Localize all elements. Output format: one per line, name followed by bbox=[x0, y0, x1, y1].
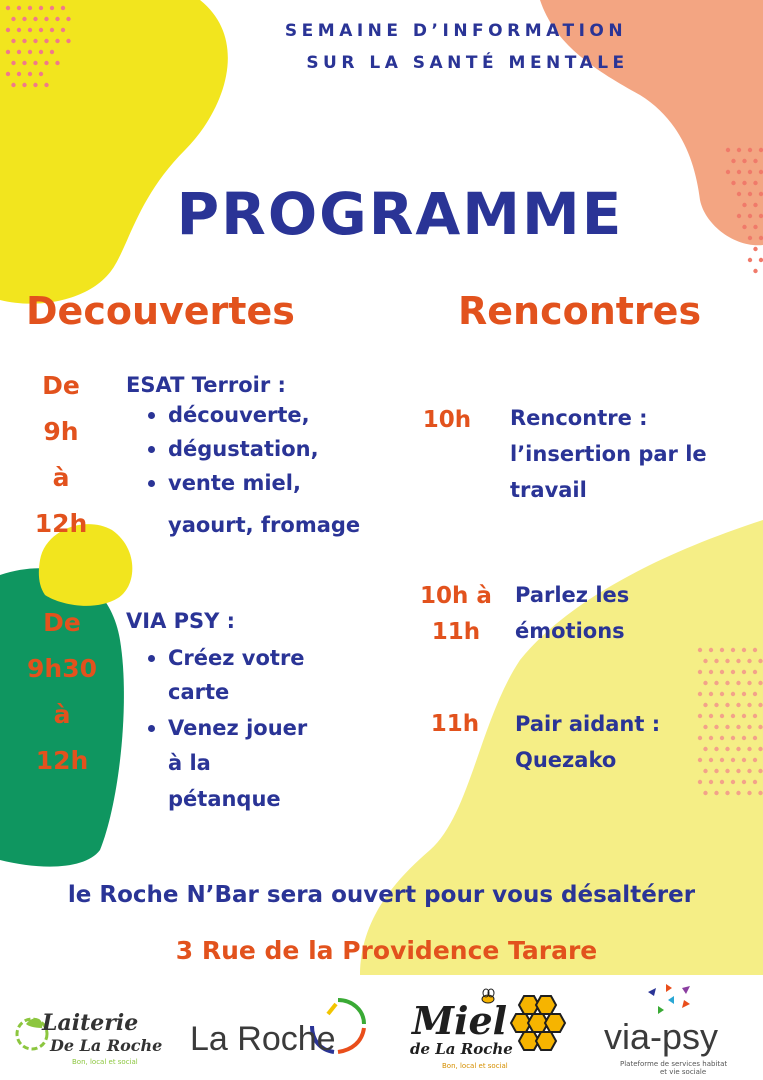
decorative-dot bbox=[703, 725, 707, 729]
via-psy-name: via-psy bbox=[604, 1016, 719, 1057]
decorative-dot bbox=[758, 681, 762, 685]
decorative-dot bbox=[731, 159, 735, 163]
decorative-dot bbox=[759, 148, 763, 152]
decorative-dot bbox=[747, 791, 751, 795]
decorative-dot bbox=[725, 681, 729, 685]
decorative-dot bbox=[742, 159, 746, 163]
decorative-dot bbox=[33, 83, 37, 87]
header-line-2: SUR LA SANTÉ MENTALE bbox=[306, 53, 629, 73]
decorative-dot bbox=[731, 780, 735, 784]
decorative-dot bbox=[703, 791, 707, 795]
decorative-dot bbox=[742, 714, 746, 718]
decorative-dot bbox=[709, 736, 713, 740]
time-line: De bbox=[42, 371, 80, 400]
via-psy-tagline-2: et vie sociale bbox=[660, 1068, 707, 1076]
decorative-dot bbox=[720, 648, 724, 652]
decorative-dot bbox=[726, 170, 730, 174]
decorative-dot bbox=[720, 692, 724, 696]
decorative-dot bbox=[714, 791, 718, 795]
decorative-dot bbox=[736, 703, 740, 707]
decorative-dot bbox=[698, 736, 702, 740]
decorative-dot bbox=[748, 258, 752, 262]
decorative-dot bbox=[720, 670, 724, 674]
decorative-dot bbox=[11, 83, 15, 87]
laiterie-logo bbox=[12, 1008, 163, 1072]
decorative-dot bbox=[720, 758, 724, 762]
list-item-continuation: pétanque bbox=[168, 787, 281, 811]
decorative-dot bbox=[725, 747, 729, 751]
laiterie-tagline: Bon, local et social bbox=[72, 1058, 138, 1066]
decorative-dot bbox=[709, 648, 713, 652]
decorative-dot bbox=[731, 648, 735, 652]
decorative-dot bbox=[758, 769, 762, 773]
miel-logo bbox=[408, 990, 568, 1076]
event-text-pair-aidant bbox=[515, 706, 660, 778]
la-roche-logo bbox=[190, 994, 380, 1064]
decorative-dot bbox=[714, 725, 718, 729]
event-time-viapsy bbox=[24, 600, 100, 784]
miel-subname: de La Roche bbox=[410, 1040, 513, 1058]
page-title: PROGRAMME bbox=[176, 180, 624, 248]
decorative-dot bbox=[709, 758, 713, 762]
via-psy-logo bbox=[598, 982, 758, 1076]
text-line: Pair aidant : bbox=[515, 712, 661, 736]
decorative-dot bbox=[698, 692, 702, 696]
decorative-dot bbox=[50, 6, 54, 10]
laiterie-name: Laiterie bbox=[42, 1010, 139, 1036]
time-line: 12h bbox=[35, 746, 89, 775]
decorative-dot bbox=[731, 692, 735, 696]
event-time-pair-aidant bbox=[420, 706, 490, 742]
time-line: 11h bbox=[430, 711, 480, 737]
time-line: 9h bbox=[43, 417, 79, 446]
decorative-dot bbox=[6, 6, 10, 10]
decorative-dot bbox=[742, 648, 746, 652]
decorative-dot bbox=[703, 681, 707, 685]
decorative-dot bbox=[753, 736, 757, 740]
decorative-dot bbox=[753, 670, 757, 674]
decorative-dot bbox=[709, 780, 713, 784]
event-title-viapsy: VIA PSY : bbox=[126, 609, 236, 633]
decorative-dot bbox=[753, 269, 757, 273]
list-item-continuation: à la bbox=[168, 751, 211, 775]
decorative-dot bbox=[725, 791, 729, 795]
decorative-dot bbox=[736, 681, 740, 685]
time-line: 12h bbox=[34, 509, 88, 538]
decorative-dot bbox=[714, 747, 718, 751]
list-item-continuation: carte bbox=[168, 680, 230, 704]
event-time-esat bbox=[28, 363, 94, 547]
decorative-dot bbox=[720, 780, 724, 784]
decorative-dot bbox=[44, 83, 48, 87]
event-text-rencontre bbox=[510, 400, 707, 508]
decorative-dot bbox=[714, 769, 718, 773]
decorative-dot bbox=[28, 6, 32, 10]
decorative-dot bbox=[759, 170, 763, 174]
decorative-dot bbox=[714, 703, 718, 707]
decorative-dot bbox=[736, 769, 740, 773]
miel-name: Miel bbox=[412, 998, 508, 1043]
time-line: 11h bbox=[431, 619, 481, 645]
column-title-rencontres: Rencontres bbox=[458, 289, 702, 333]
decorative-dot bbox=[731, 736, 735, 740]
decorative-dot bbox=[736, 747, 740, 751]
decorative-dot bbox=[61, 6, 65, 10]
list-item: Créez votre bbox=[142, 641, 305, 675]
event-title-esat: ESAT Terroir : bbox=[126, 373, 286, 397]
decorative-dot bbox=[758, 703, 762, 707]
event-time-rencontre bbox=[412, 402, 482, 438]
header-line-1: SEMAINE D’INFORMATION bbox=[284, 21, 628, 41]
address: 3 Rue de la Providence Tarare bbox=[175, 936, 598, 965]
decorative-dot bbox=[703, 747, 707, 751]
time-line: De bbox=[43, 608, 81, 637]
decorative-dot bbox=[742, 692, 746, 696]
event-list-viapsy-2 bbox=[142, 711, 307, 745]
decorative-dot bbox=[747, 703, 751, 707]
decorative-dot bbox=[753, 780, 757, 784]
decorative-dot bbox=[758, 791, 762, 795]
decorative-dot bbox=[725, 769, 729, 773]
list-item: dégustation, bbox=[142, 432, 319, 466]
decorative-dot bbox=[698, 758, 702, 762]
decorative-dot bbox=[731, 714, 735, 718]
decorative-dot bbox=[742, 670, 746, 674]
time-line: à bbox=[52, 463, 70, 492]
decorative-dot bbox=[737, 170, 741, 174]
triangles-icon bbox=[638, 982, 708, 1018]
decorative-dot bbox=[742, 758, 746, 762]
la-roche-name: La Roche bbox=[190, 1020, 336, 1058]
text-line: travail bbox=[510, 478, 587, 502]
time-line: 10h à bbox=[420, 583, 492, 609]
decorative-dot bbox=[747, 769, 751, 773]
time-line: 10h bbox=[422, 407, 472, 433]
decorative-dot bbox=[17, 6, 21, 10]
decorative-dot bbox=[703, 659, 707, 663]
decorative-dot bbox=[742, 736, 746, 740]
decorative-dot bbox=[726, 148, 730, 152]
decorative-dot bbox=[725, 703, 729, 707]
event-text-emotions bbox=[515, 577, 629, 649]
decorative-dot bbox=[714, 681, 718, 685]
text-line: Rencontre : bbox=[510, 406, 648, 430]
decorative-dot bbox=[748, 148, 752, 152]
decorative-dot bbox=[758, 747, 762, 751]
decorative-dot bbox=[22, 83, 26, 87]
honeycomb-icon bbox=[504, 990, 568, 1054]
decorative-dot bbox=[698, 648, 702, 652]
decorative-dot bbox=[747, 725, 751, 729]
list-item: découverte, bbox=[142, 398, 319, 432]
decorative-dot bbox=[747, 659, 751, 663]
decorative-dot bbox=[742, 780, 746, 784]
decorative-dot bbox=[725, 659, 729, 663]
decorative-dot bbox=[736, 659, 740, 663]
text-line: émotions bbox=[515, 619, 625, 643]
decorative-dot bbox=[753, 648, 757, 652]
decorative-dot bbox=[39, 6, 43, 10]
text-line: l’insertion par le bbox=[510, 442, 707, 466]
text-line: Quezako bbox=[515, 748, 617, 772]
decorative-dot bbox=[747, 747, 751, 751]
event-list-viapsy-1 bbox=[142, 641, 305, 675]
decorative-dot bbox=[753, 758, 757, 762]
decorative-dot bbox=[736, 791, 740, 795]
decorative-dot bbox=[725, 725, 729, 729]
decorative-dot bbox=[753, 159, 757, 163]
decorative-dot bbox=[731, 758, 735, 762]
decorative-dot bbox=[731, 670, 735, 674]
decorative-dot bbox=[758, 725, 762, 729]
decorative-dot bbox=[748, 170, 752, 174]
event-list-esat bbox=[142, 398, 319, 500]
bar-announcement: le Roche N’Bar sera ouvert pour vous désaltérer bbox=[67, 882, 696, 908]
decorative-dot bbox=[759, 258, 763, 262]
decorative-dot bbox=[714, 659, 718, 663]
decorative-dot bbox=[698, 670, 702, 674]
decorative-dot bbox=[720, 714, 724, 718]
decorative-dot bbox=[703, 769, 707, 773]
time-line: 9h30 bbox=[27, 654, 97, 683]
decorative-dot bbox=[698, 714, 702, 718]
list-item-continuation: yaourt, fromage bbox=[168, 513, 361, 537]
decorative-dot bbox=[753, 714, 757, 718]
time-line: à bbox=[53, 700, 71, 729]
decorative-dot bbox=[747, 681, 751, 685]
column-title-decouvertes: Decouvertes bbox=[26, 289, 295, 333]
event-time-emotions bbox=[410, 578, 502, 650]
decorative-dot bbox=[703, 703, 707, 707]
decorative-dot bbox=[709, 714, 713, 718]
decorative-dot bbox=[720, 736, 724, 740]
decorative-dot bbox=[758, 659, 762, 663]
via-psy-tagline-1: Plateforme de services habitat bbox=[620, 1060, 728, 1068]
decorative-dot bbox=[698, 780, 702, 784]
decorative-dot bbox=[737, 148, 741, 152]
decorative-dot bbox=[709, 692, 713, 696]
yellow-blob-top-left bbox=[0, 0, 228, 304]
miel-tagline: Bon, local et social bbox=[442, 1062, 508, 1070]
text-line: Parlez les bbox=[515, 583, 630, 607]
decorative-dot bbox=[753, 692, 757, 696]
decorative-dot bbox=[709, 670, 713, 674]
list-item: Venez jouer bbox=[142, 711, 307, 745]
laiterie-subname: De La Roche bbox=[50, 1036, 163, 1055]
decorative-dot bbox=[736, 725, 740, 729]
list-item: vente miel, bbox=[142, 466, 319, 500]
